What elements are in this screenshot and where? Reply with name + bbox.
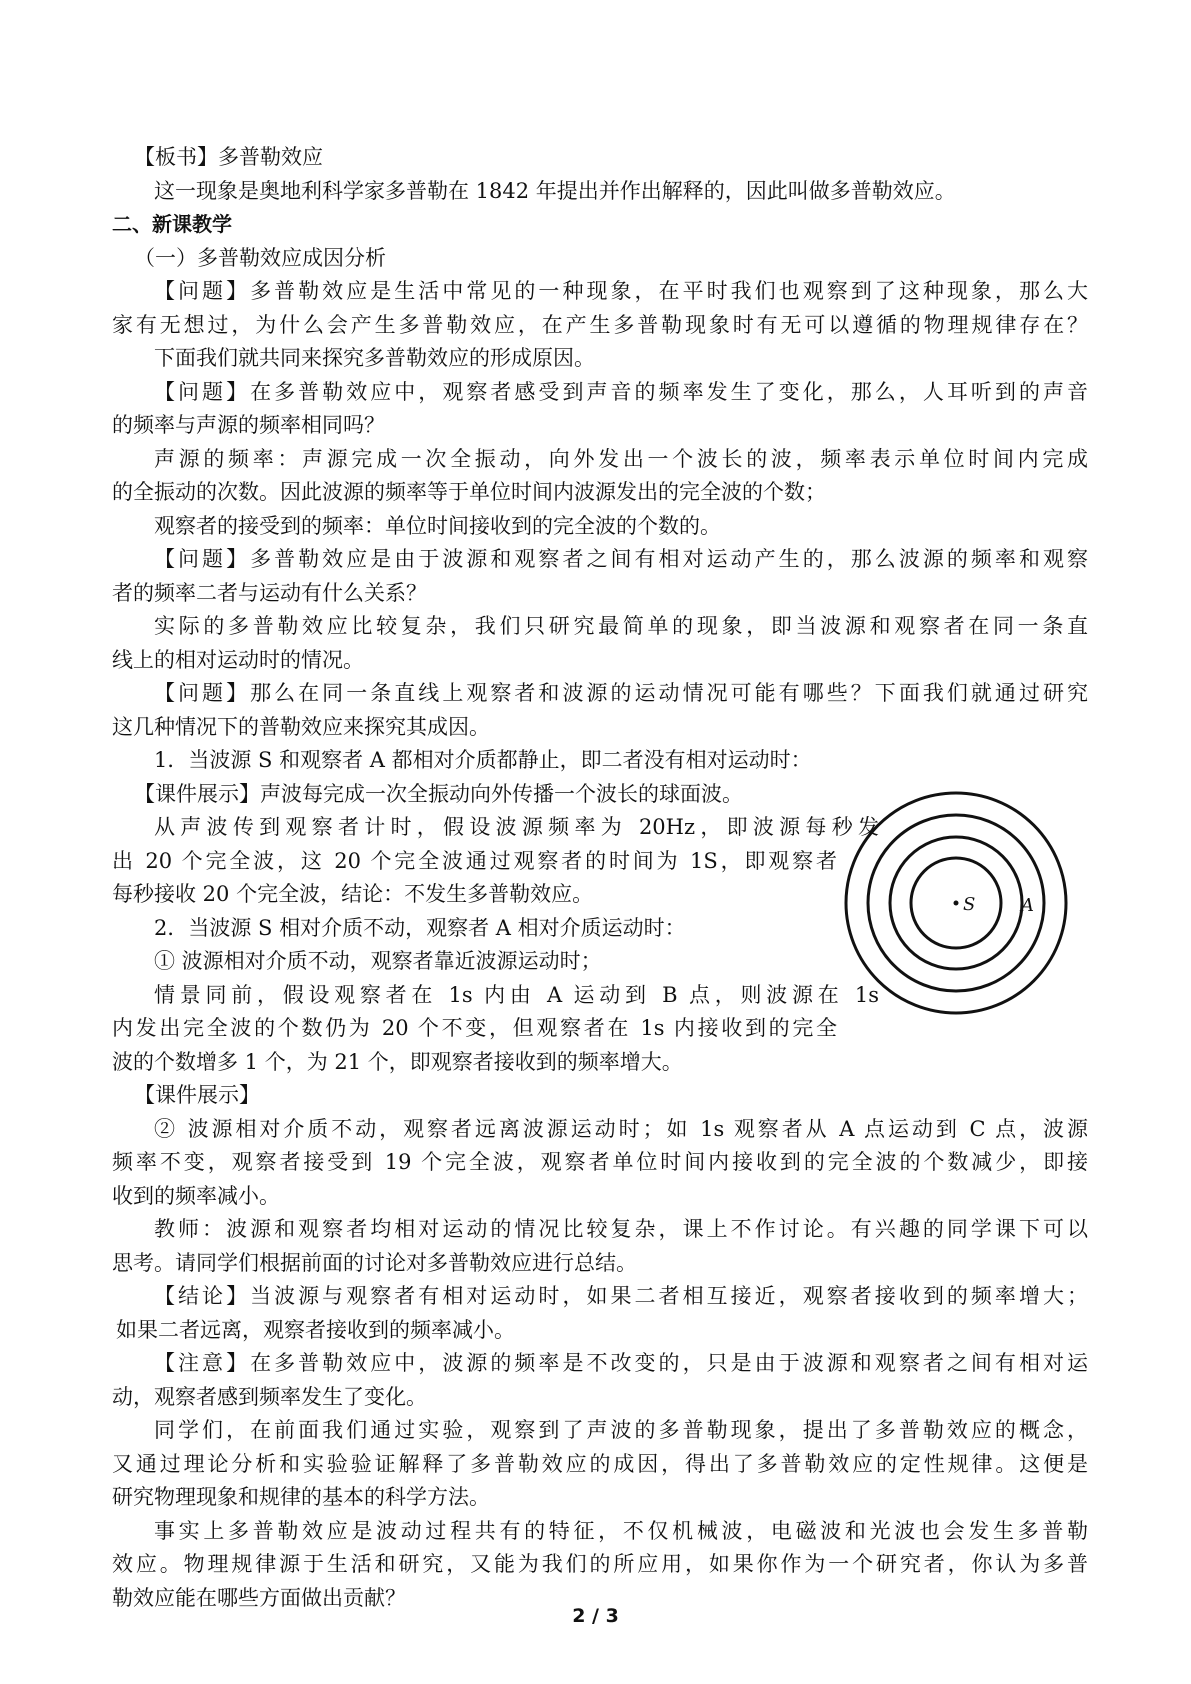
courseware-display-2: 【课件展示】: [134, 1083, 260, 1107]
fact-line-1: 事实上多普勒效应是波动过程共有的特征，不仅机械波，电磁波和光波也会发生多普勒: [154, 1518, 1088, 1543]
case-1-heading: 1．当波源 S 和观察者 A 都相对介质都静止，即二者没有相对运动时：: [154, 748, 812, 772]
fact-line-2: 效应。物理规律源于生活和研究，又能为我们的所应用，如果你作为一个研究者，你认为多普: [112, 1552, 1088, 1576]
case-2b-line-1: ② 波源相对介质不动，观察者远离波源运动时；如 1s 观察者从 A 点运动到 C 点，波源: [154, 1116, 1088, 1141]
question-1-line-1: 【问题】多普勒效应是生活中常见的一种现象，在平时我们也观察到了这种现象，那么大: [154, 279, 1088, 303]
conclusion-line-2: 如果二者远离，观察者接收到的频率减小。: [116, 1317, 515, 1342]
question-2-line-1: 【问题】在多普勒效应中，观察者感受到声音的频率发生了变化，那么，人耳听到的声音: [154, 379, 1088, 404]
students-line-1: 同学们，在前面我们通过实验，观察到了声波的多普勒现象，提出了多普勒效应的概念，: [154, 1418, 1088, 1442]
source-point: [954, 901, 959, 906]
source-frequency-line-2: 的全振动的次数。因此波源的频率等于单位时间内波源发出的完全波的个数；: [112, 480, 826, 504]
case-2a-heading: ① 波源相对介质不动，观察者靠近波源运动时；: [154, 949, 602, 973]
question-3-line-2: 者的频率二者与运动有什么关系？: [112, 580, 427, 605]
note-line-2: 动，观察者感到频率发生了变化。: [112, 1384, 427, 1409]
question-4-line-1: 【问题】那么在同一条直线上观察者和波源的运动情况可能有哪些？下面我们就通过研究: [154, 681, 1088, 705]
courseware-display-1: 【课件展示】声波每完成一次全振动向外传播一个波长的球面波。: [134, 781, 743, 806]
question-3-line-1: 【问题】多普勒效应是由于波源和观察者之间有相对运动产生的，那么波源的频率和观察: [154, 547, 1088, 571]
wavefront-circles-diagram: [843, 790, 1073, 1020]
question-4-line-2: 这几种情况下的普勒效应来探究其成因。: [112, 714, 490, 739]
case-2a-line-1: 情景同前，假设观察者在 1s 内由 A 运动到 B 点，则波源在 1s: [154, 982, 879, 1007]
subsection-heading: （一）多普勒效应成因分析: [134, 245, 386, 270]
source-frequency-line-1: 声源的频率：声源完成一次全振动，向外发出一个波长的波，频率表示单位时间内完成: [154, 446, 1088, 471]
question-1-line-2: 家有无想过，为什么会产生多普勒效应，在产生多普勒现象时有无可以遵循的物理规律存在？: [112, 312, 1088, 337]
observer-frequency-paragraph: 观察者的接受到的频率：单位时间接收到的完全波的个数的。: [154, 513, 721, 538]
conclusion-line-1: 【结论】当波源与观察者有相对运动时，如果二者相互接近，观察者接收到的频率增大；: [154, 1284, 1088, 1308]
actual-case-line-2: 线上的相对运动时的情况。: [112, 647, 364, 672]
case-2a-line-3: 波的个数增多 1 个，为 21 个，即观察者接收到的频率增大。: [112, 1049, 683, 1074]
question-2-line-2: 的频率与声源的频率相同吗？: [112, 413, 385, 437]
case-2b-line-3: 收到的频率减小。: [112, 1183, 280, 1208]
board-note: 【板书】多普勒效应: [134, 145, 323, 169]
intro-paragraph: 这一现象是奥地利科学家多普勒在 1842 年提出并作出解释的，因此叫做多普勒效应。: [154, 178, 956, 203]
observer-label: A: [1021, 895, 1034, 916]
case-2a-line-2: 内发出完全波的个数仍为 20 个不变，但观察者在 1s 内接收到的完全: [112, 1016, 837, 1040]
students-line-3: 研究物理现象和规律的基本的科学方法。: [112, 1485, 490, 1509]
explore-paragraph: 下面我们就共同来探究多普勒效应的形成原因。: [154, 346, 595, 370]
section-heading: 二、新课教学: [112, 212, 232, 236]
source-label: S: [963, 894, 976, 915]
case-1-line-2: 出 20 个完全波，这 20 个完全波通过观察者的时间为 1S，即观察者: [112, 848, 837, 873]
note-line-1: 【注意】在多普勒效应中，波源的频率是不改变的，只是由于波源和观察者之间有相对运: [154, 1351, 1088, 1375]
case-1-line-3: 每秒接收 20 个完全波，结论：不发生多普勒效应。: [112, 882, 594, 906]
teacher-line-1: 教师：波源和观察者均相对运动的情况比较复杂，课上不作讨论。有兴趣的同学课下可以: [154, 1217, 1088, 1241]
teacher-line-2: 思考。请同学们根据前面的讨论对多普勒效应进行总结。: [112, 1250, 637, 1275]
case-1-line-1: 从声波传到观察者计时，假设波源频率为 20Hz，即波源每秒发: [154, 815, 879, 839]
page-number: 2 / 3: [572, 1605, 619, 1627]
actual-case-line-1: 实际的多普勒效应比较复杂，我们只研究最简单的现象，即当波源和观察者在同一条直: [154, 614, 1088, 638]
case-2b-line-2: 频率不变，观察者接受到 19 个完全波，观察者单位时间内接收到的完全波的个数减少，即接: [112, 1150, 1088, 1174]
case-2-heading: 2．当波源 S 相对介质不动，观察者 A 相对介质运动时：: [154, 915, 686, 940]
fact-line-3: 勒效应能在哪些方面做出贡献？: [112, 1585, 406, 1610]
students-line-2: 又通过理论分析和实验验证解释了多普勒效应的成因，得出了多普勒效应的定性规律。这便是: [112, 1451, 1088, 1476]
